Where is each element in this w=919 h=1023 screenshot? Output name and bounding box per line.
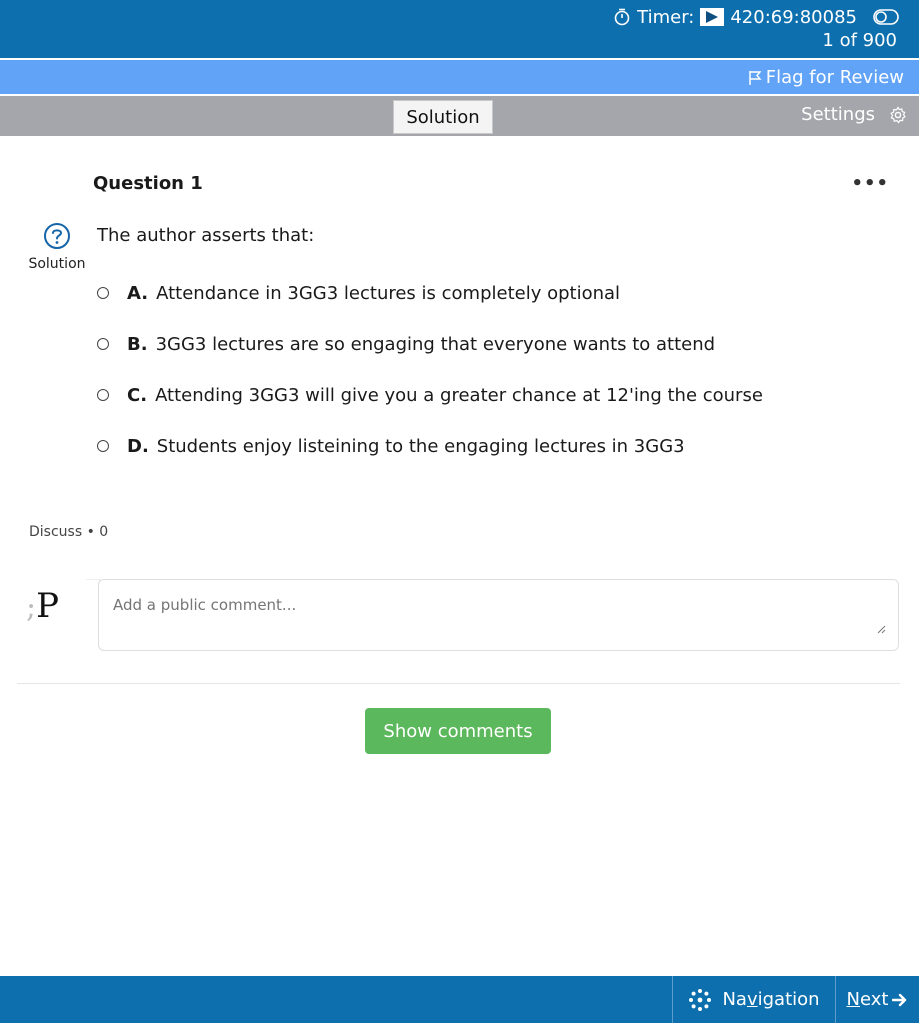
radio-b[interactable]: [97, 338, 109, 350]
option-letter: D.: [127, 435, 149, 457]
next-button[interactable]: [835, 976, 919, 1023]
show-comments-button[interactable]: Show comments: [365, 708, 551, 754]
solution-tab[interactable]: Solution: [393, 100, 493, 134]
divider: [17, 683, 900, 684]
timer: [613, 6, 899, 28]
option-text: Attendance in 3GG3 lectures is completely optional: [156, 282, 621, 304]
question-help-icon: [43, 222, 71, 250]
public-comment-input[interactable]: [113, 596, 884, 614]
flag-for-review-button[interactable]: [748, 67, 904, 88]
radio-a[interactable]: [97, 287, 109, 299]
radio-c[interactable]: [97, 389, 109, 401]
arrow-right-icon: [892, 992, 908, 1008]
option-text: Students enjoy listeining to the engaging lectures in 3GG3: [156, 435, 685, 457]
next-label: [847, 989, 889, 1010]
flag-icon: [748, 70, 762, 86]
option-d[interactable]: [97, 433, 897, 459]
answer-options: [97, 280, 897, 484]
option-a[interactable]: [97, 280, 897, 306]
flag-for-review-label: Flag for Review: [765, 67, 904, 88]
timer-label: Timer:: [637, 6, 695, 28]
option-letter: A.: [127, 282, 149, 304]
navigation-label: [722, 989, 819, 1010]
play-icon[interactable]: [700, 8, 724, 26]
navigation-icon: [688, 988, 712, 1012]
resize-grip-icon[interactable]: [876, 624, 886, 634]
more-options-button[interactable]: •••: [851, 173, 889, 194]
option-letter: C.: [127, 384, 148, 406]
nav-label-part: igation: [757, 989, 820, 1010]
settings-button[interactable]: [801, 104, 907, 125]
option-text: 3GG3 lectures are so engaging that everyone wants to attend: [155, 333, 716, 355]
stopwatch-icon: [613, 8, 631, 26]
avatar: [26, 586, 59, 626]
option-text: Attending 3GG3 will give you a greater chance at 12'ing the course: [155, 384, 763, 406]
option-letter: B.: [127, 333, 148, 355]
toggle-icon[interactable]: [873, 9, 899, 25]
option-c[interactable]: [97, 382, 897, 408]
avatar-letter: P: [36, 586, 59, 626]
flag-bar: [0, 59, 919, 95]
solution-label: Solution: [28, 256, 86, 272]
navigation-button[interactable]: [672, 976, 835, 1023]
question-stem: The author asserts that:: [97, 225, 315, 246]
comment-box[interactable]: [98, 579, 899, 651]
top-bar: [0, 0, 919, 58]
nav-label-access-key: v: [746, 989, 758, 1010]
radio-d[interactable]: [97, 440, 109, 452]
tool-bar: [0, 96, 919, 136]
settings-label: Settings: [801, 104, 875, 125]
bottom-bar: [0, 976, 919, 1023]
question-title: Question 1: [93, 173, 203, 194]
avatar-prefix: ;: [26, 590, 37, 625]
nav-label-part: Na: [722, 989, 747, 1010]
question-counter: 1 of 900: [822, 30, 897, 51]
next-label-part: ext: [860, 989, 889, 1010]
gear-icon: [889, 106, 907, 124]
option-b[interactable]: [97, 331, 897, 357]
discuss-count: Discuss • 0: [29, 524, 109, 540]
timer-value: 420:69:80085: [730, 6, 857, 28]
solution-button[interactable]: [26, 222, 88, 272]
next-label-access-key: N: [846, 989, 860, 1010]
